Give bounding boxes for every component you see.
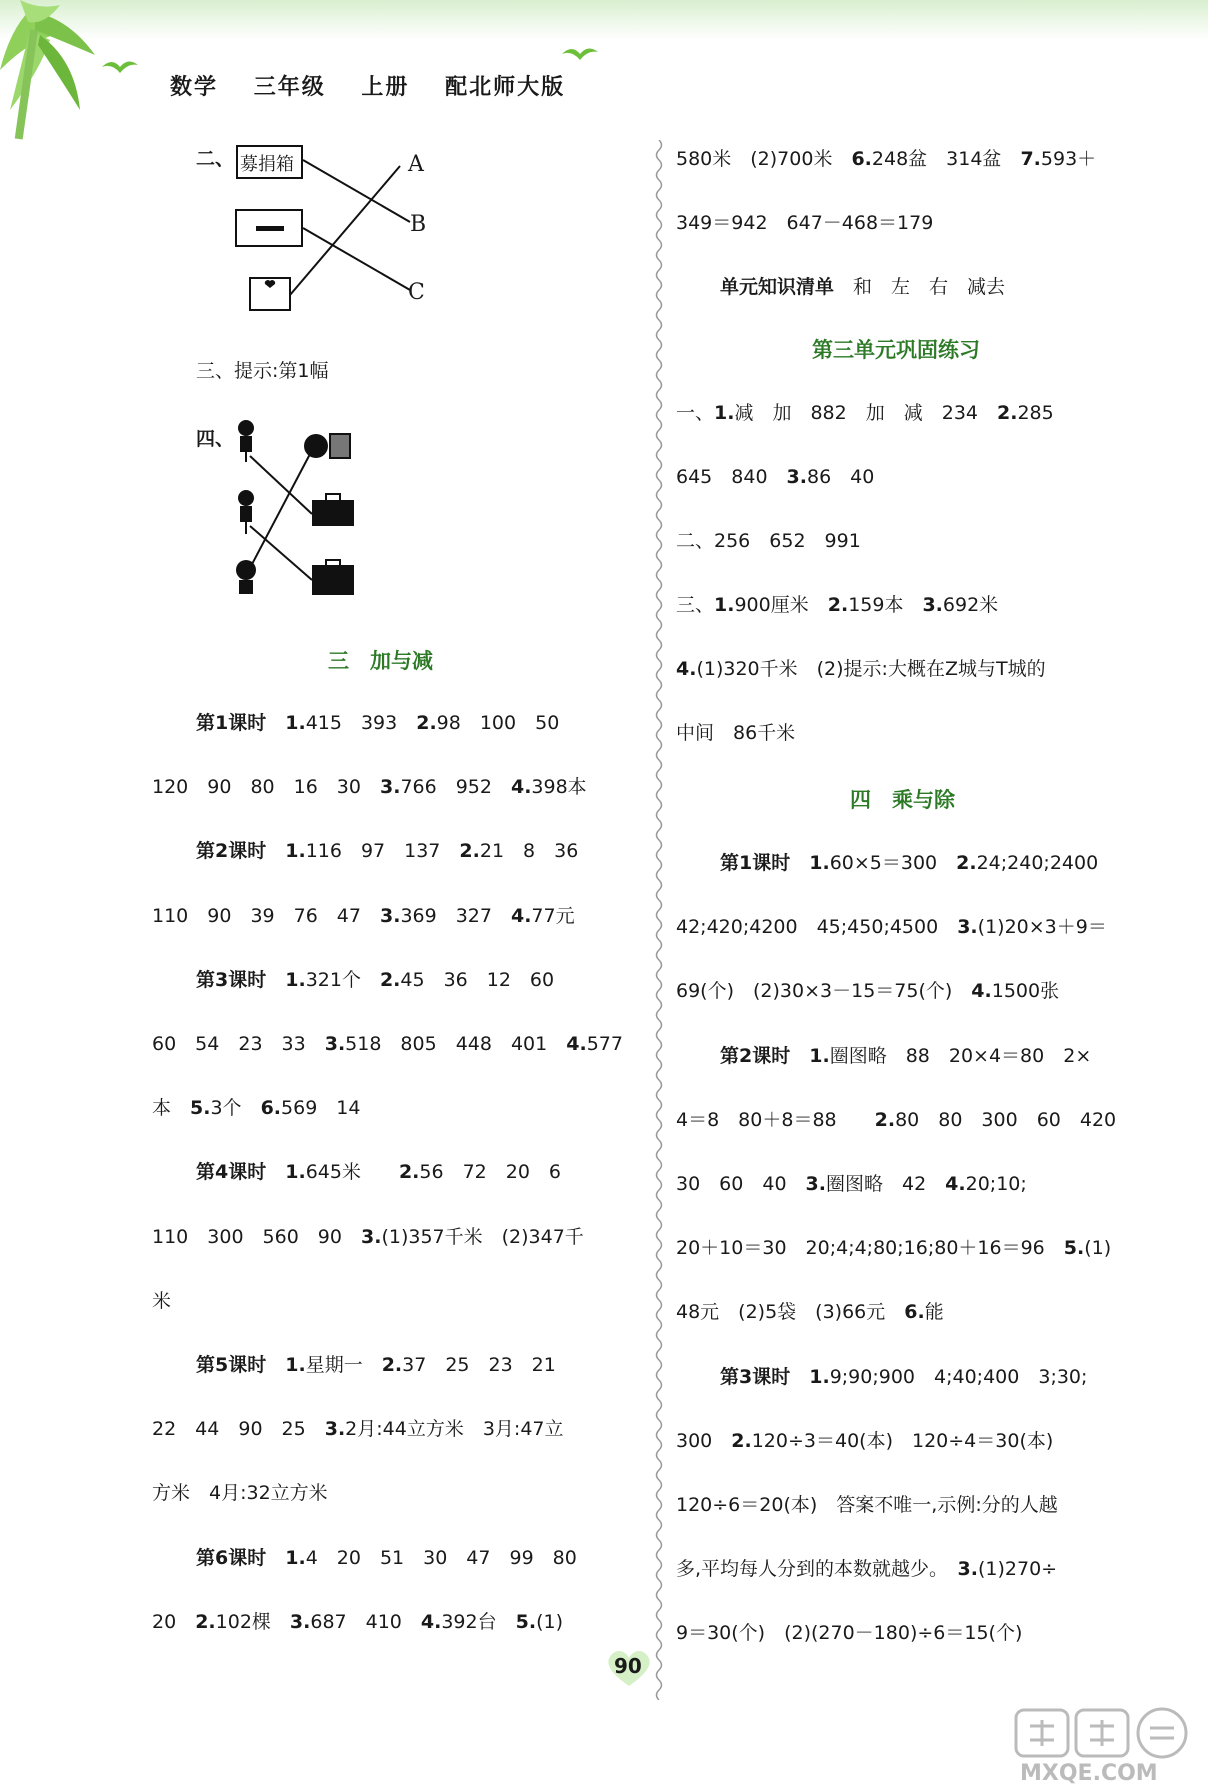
answer-text: 本 <box>152 1097 191 1120</box>
question-number: 3. <box>324 1033 346 1055</box>
answer-text: 102棵 <box>215 1610 290 1633</box>
answer-text: 56 72 20 6 <box>419 1161 562 1184</box>
answer-text: 一、 <box>676 402 715 424</box>
left-line-7 <box>196 1157 561 1184</box>
question-number: 1. <box>809 852 830 874</box>
answer-text: 20;10; <box>965 1173 1027 1195</box>
right-mult-line-4 <box>676 1105 1116 1132</box>
question-number: 1. <box>714 402 735 424</box>
question-number: 7. <box>1020 148 1041 170</box>
answer-text: 三、 <box>676 594 715 616</box>
question-number: 2. <box>956 852 977 874</box>
answer-text: 159本 <box>848 594 923 616</box>
lesson-label: 第5课时 <box>196 1354 286 1376</box>
lesson-label: 第3课时 <box>720 1365 810 1388</box>
answer-text: 692米 <box>942 594 999 616</box>
answer-text: 398本 <box>531 776 587 799</box>
answer-text: (1) <box>536 1610 563 1633</box>
page-header <box>170 70 591 101</box>
question-number: 2. <box>379 968 401 991</box>
left-line-0 <box>196 708 559 735</box>
answer-text: 22 44 90 25 <box>152 1418 325 1441</box>
question-number: 4. <box>676 658 697 680</box>
answer-text: (1)270÷ <box>978 1558 1058 1581</box>
section-add-subtract: 三 加与减 <box>328 648 433 673</box>
answer-text: 518 805 448 401 <box>345 1033 567 1055</box>
page-number: 90 <box>614 1654 642 1678</box>
answer-text: 中间 86千米 <box>676 722 796 744</box>
question-number: 5. <box>1063 1237 1085 1260</box>
right-mult-line-11 <box>676 1554 1057 1581</box>
answer-text: 1500张 <box>991 980 1060 1003</box>
answer-text: 577 <box>586 1033 623 1055</box>
q3-hint: 三、提示:第1幅 <box>196 360 329 382</box>
answer-text: 392台 <box>441 1610 516 1633</box>
answer-text: 24;240;2400 <box>976 852 1099 874</box>
header-subject: 数学 <box>170 75 219 100</box>
question-number: 3. <box>922 594 943 616</box>
left-line-9 <box>152 1286 171 1313</box>
question-number: 4. <box>566 1033 587 1055</box>
right-review-line-4 <box>676 654 1046 681</box>
answer-text: 3个 <box>210 1097 261 1120</box>
question-number: 2. <box>874 1108 896 1131</box>
header-grade: 三年级 <box>253 75 326 100</box>
q4-figures <box>0 410 600 600</box>
answer-text: 60×5＝300 <box>829 852 957 874</box>
right-mult-line-5 <box>676 1169 1027 1196</box>
answer-text: 20 <box>152 1610 196 1633</box>
answer-text: 圈图略 88 20×4＝80 2× <box>829 1044 1092 1067</box>
answer-text: 645米 <box>305 1161 399 1184</box>
answer-text: 二、256 652 991 <box>676 530 861 552</box>
knowledge-list-text: 和 左 右 减去 <box>834 276 1006 298</box>
answer-text: 60 54 23 33 <box>152 1033 325 1055</box>
answer-text: 569 14 <box>281 1097 361 1120</box>
watermark-url: MXQE.COM <box>1020 1761 1158 1786</box>
answer-text: 37 25 23 21 <box>402 1354 556 1376</box>
section-unit3-review: 第三单元巩固练习 <box>812 337 980 362</box>
question-number: 1. <box>809 1365 830 1388</box>
answer-text: 48元 (2)5袋 (3)66元 <box>676 1301 905 1324</box>
question-number: 3. <box>289 1610 311 1633</box>
donation-box-label: 募捐箱 <box>240 154 294 175</box>
section-multiply-divide: 四 乘与除 <box>850 787 955 812</box>
answer-text: 星期一 <box>305 1354 382 1376</box>
left-line-6 <box>152 1093 360 1120</box>
left-line-8 <box>152 1222 584 1249</box>
answer-text: 369 327 <box>400 904 511 927</box>
right-mult-line-7 <box>676 1297 944 1324</box>
question-number: 2. <box>398 1161 420 1184</box>
question-number: 3. <box>324 1418 346 1441</box>
answer-text: 9＝30(个) (2)(270－180)÷6＝15(个) <box>676 1622 1023 1645</box>
question-number: 3. <box>957 916 978 939</box>
question-number: 2. <box>459 840 480 863</box>
answer-text: 120 90 80 16 30 <box>152 776 380 799</box>
answer-text: 21 8 36 <box>479 840 579 863</box>
lesson-label: 第1课时 <box>720 852 810 874</box>
question-number: 3. <box>379 904 401 927</box>
right-mult-line-6 <box>676 1233 1111 1260</box>
question-number: 6. <box>260 1097 282 1120</box>
question-number: 1. <box>285 840 306 863</box>
answer-text: 45 36 12 60 <box>400 968 555 991</box>
answer-text: (1)20×3＋9＝ <box>977 916 1107 939</box>
question-number: 1. <box>285 1354 306 1376</box>
answer-text: 687 410 <box>310 1610 421 1633</box>
answer-text: 方米 4月:32立方米 <box>152 1482 328 1505</box>
answer-text: 2月:44立方米 3月:47立 <box>345 1418 564 1441</box>
answer-text: 80 80 300 60 420 <box>895 1108 1117 1131</box>
right-review-line-3 <box>676 590 998 617</box>
left-line-13 <box>196 1543 577 1570</box>
question-number: 3. <box>379 776 401 799</box>
answer-text: 110 300 560 90 <box>152 1225 361 1248</box>
header-edition: 配北师大版 <box>445 75 566 100</box>
answer-text: 圈图略 42 <box>825 1173 946 1195</box>
answer-text: 645 840 <box>676 466 787 488</box>
question-number: 2. <box>416 712 437 734</box>
answer-text: 321个 <box>305 968 380 991</box>
question-number: 1. <box>714 594 735 616</box>
right-mult-line-2 <box>676 976 1059 1003</box>
matching-diagram-q4 <box>0 410 600 600</box>
answer-text: 69(个) (2)30×3－15＝75(个) <box>676 980 972 1003</box>
question-number: 2. <box>731 1429 752 1452</box>
left-line-5 <box>152 1029 623 1056</box>
question-number: 2. <box>827 594 849 616</box>
question-number: 1. <box>809 1044 830 1067</box>
answer-text: 116 97 137 <box>305 840 460 863</box>
q4-marker: 四、 <box>196 428 235 450</box>
answer-text: 4 20 51 30 47 99 80 <box>305 1546 577 1569</box>
question-number: 4. <box>510 776 532 799</box>
question-number: 1. <box>285 968 306 991</box>
question-number: 3. <box>360 1225 382 1248</box>
right-top-line-0 <box>676 144 1096 171</box>
right-mult-line-0 <box>720 848 1098 875</box>
question-number: 1. <box>285 1161 306 1184</box>
question-number: 2. <box>997 402 1018 424</box>
answer-text: 42;420;4200 45;450;4500 <box>676 916 958 939</box>
answer-text: 米 <box>152 1289 172 1312</box>
right-mult-line-3 <box>720 1041 1091 1068</box>
question-number: 5. <box>190 1097 211 1120</box>
lesson-label: 第6课时 <box>196 1546 286 1569</box>
q2-lines <box>0 130 600 330</box>
right-mult-line-12 <box>676 1618 1022 1645</box>
answer-text: 300 <box>676 1429 732 1452</box>
answer-text: 900厘米 <box>734 594 828 616</box>
question-number: 4. <box>420 1610 442 1633</box>
answer-text: 98 100 50 <box>436 712 560 734</box>
question-number: 1. <box>285 1546 306 1569</box>
left-line-3 <box>152 901 575 928</box>
answer-text: 248盆 314盆 <box>871 148 1021 170</box>
top-banner <box>0 0 1208 40</box>
right-review-line-2 <box>676 526 861 553</box>
lesson-label: 第4课时 <box>196 1161 286 1184</box>
right-mult-line-1 <box>676 912 1107 939</box>
question-number: 4. <box>945 1173 966 1195</box>
bird-icon <box>100 55 140 79</box>
answer-text: 766 952 <box>400 776 511 799</box>
lesson-label: 第1课时 <box>196 712 286 734</box>
answer-text: 120÷6＝20(本) 答案不唯一,示例:分的人越 <box>676 1494 1058 1516</box>
right-review-line-1 <box>676 462 874 489</box>
answer-text: 86 40 <box>806 466 875 488</box>
option-a-label: A <box>408 152 424 177</box>
answer-text: 593＋ <box>1040 148 1097 170</box>
question-number: 5. <box>515 1610 537 1633</box>
question-number: 4. <box>971 980 992 1003</box>
answer-text: 能 <box>924 1301 944 1324</box>
answer-text: (1)320千米 (2)提示:大概在Z城与T城的 <box>696 658 1046 680</box>
answer-text: 多,平均每人分到的本数就越少。 <box>676 1558 958 1581</box>
answer-text: 120÷3＝40(本) 120÷4＝30(本) <box>751 1429 1054 1452</box>
header-volume: 上册 <box>361 75 410 100</box>
left-line-14 <box>152 1607 563 1634</box>
question-number: 2. <box>195 1610 216 1633</box>
column-divider <box>653 140 665 1700</box>
option-c-label: C <box>408 280 425 305</box>
lesson-label: 第2课时 <box>720 1044 810 1067</box>
lesson-label: 第3课时 <box>196 968 286 991</box>
answer-text: 110 90 39 76 47 <box>152 904 380 927</box>
answer-text: (1)357千米 (2)347千 <box>381 1225 584 1248</box>
left-line-4 <box>196 965 554 992</box>
knowledge-list <box>720 272 1005 299</box>
knowledge-list-label: 单元知识清单 <box>720 276 835 298</box>
question-number: 3. <box>805 1173 826 1195</box>
answer-text: 285 <box>1017 402 1054 424</box>
answer-text: 减 加 882 加 减 234 <box>734 402 997 424</box>
answer-text: 77元 <box>531 904 575 927</box>
left-line-1 <box>152 772 587 799</box>
right-mult-line-9 <box>676 1426 1053 1453</box>
answer-text: (1) <box>1084 1237 1112 1260</box>
bird-icon <box>560 42 600 66</box>
question-number: 2. <box>381 1354 403 1376</box>
left-line-12 <box>152 1478 328 1505</box>
question-number: 1. <box>285 712 306 734</box>
question-number: 4. <box>510 904 532 927</box>
lesson-label: 第2课时 <box>196 840 286 863</box>
question-number: 3. <box>786 466 807 488</box>
question-number: 6. <box>851 148 872 170</box>
matching-diagram-q2 <box>0 130 600 330</box>
left-line-10 <box>196 1350 556 1377</box>
answer-text: 4＝8 80＋8＝88 <box>676 1108 875 1131</box>
answer-text: 30 60 40 <box>676 1173 806 1195</box>
q2-marker: 二、 <box>196 148 235 170</box>
question-number: 3. <box>957 1558 978 1581</box>
answer-text: 9;90;900 4;40;400 3;30; <box>829 1365 1088 1388</box>
right-mult-line-8 <box>720 1362 1087 1389</box>
question-number: 6. <box>904 1301 925 1324</box>
answer-text: 349＝942 647－468＝179 <box>676 212 934 234</box>
right-review-line-0 <box>676 398 1054 425</box>
answer-text: 20＋10＝30 20;4;4;80;16;80＋16＝96 <box>676 1237 1064 1260</box>
answer-text: 415 393 <box>305 712 417 734</box>
left-line-2 <box>196 836 578 863</box>
right-top-line-1 <box>676 208 933 235</box>
right-review-line-5 <box>676 718 795 745</box>
answer-text: 580米 (2)700米 <box>676 148 852 170</box>
option-b-label: B <box>410 212 427 237</box>
right-mult-line-10 <box>676 1490 1058 1517</box>
left-line-11 <box>152 1414 564 1441</box>
watermark-logo <box>1010 1706 1200 1786</box>
